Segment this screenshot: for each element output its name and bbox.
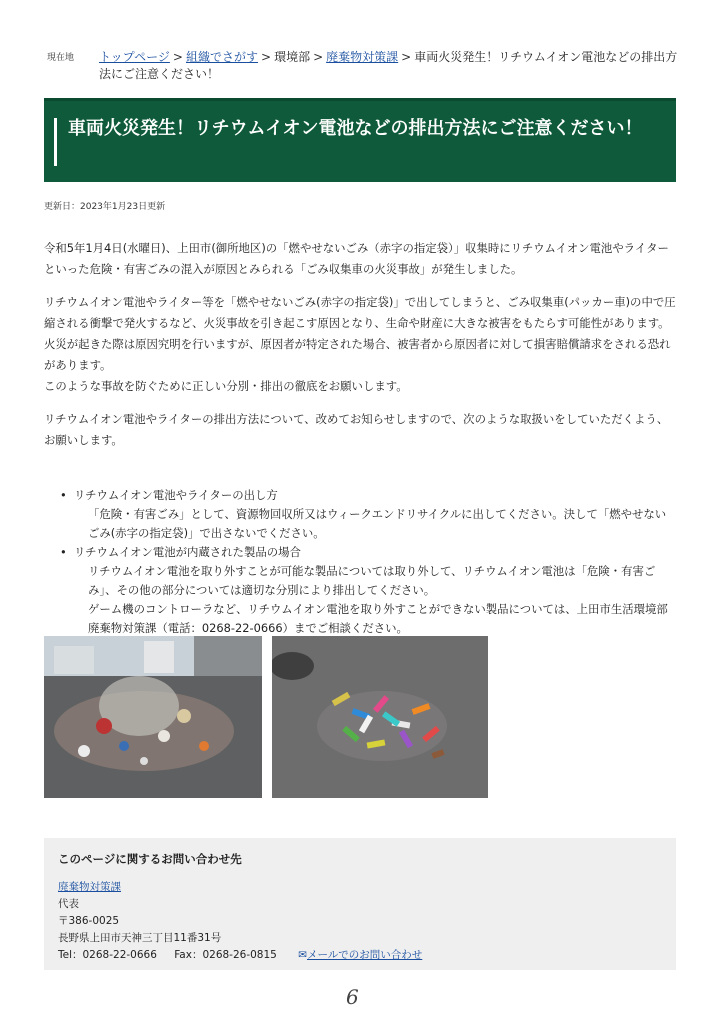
contact-box: [44, 838, 676, 970]
breadcrumb-separator: >: [401, 50, 412, 64]
list-item-text: ゲーム機のコントローラなど、リチウムイオン電池を取り外すことができない製品については、上田市生活環境部廃棄物対策課（電話：0268-22-0666）までご相談ください。: [88, 602, 668, 635]
contact-dept-link[interactable]: 廃棄物対策課: [58, 881, 121, 893]
breadcrumb-item-env: 環境部: [274, 50, 311, 64]
contact-tel: Tel：0268-22-0666: [58, 949, 157, 961]
paragraph-incident: 令和5年1月4日(水曜日)、上田市(御所地区)の「燃やせないごみ（赤字の指定袋）」収集時にリチウムイオン電池やライターといった危険・有害ごみの混入が原因とみられる「ごみ収集車の火災事故」が発生しました。: [44, 241, 669, 276]
breadcrumb: [47, 49, 687, 83]
list-item-heading: リチウムイオン電池が内蔵された製品の場合: [74, 545, 301, 559]
breadcrumb-link-waste[interactable]: 廃棄物対策課: [326, 50, 399, 64]
list-item-text: リチウムイオン電池を取り外すことが可能な製品については取り外して、リチウムイオン電池は「危険・有害ごみ」、その他の部分については適切な分別により排出してください。: [88, 564, 656, 597]
breadcrumb-current: 車両火災発生！リチウムイオン電池などの排出方法にご注意ください！: [99, 50, 678, 81]
contact-title: このページに関するお問い合わせ先: [58, 852, 242, 866]
list-item: [60, 486, 670, 543]
page-title: 車両火災発生！リチウムイオン電池などの排出方法にご注意ください！: [68, 118, 643, 139]
mail-icon: ✉: [298, 949, 307, 961]
breadcrumb-separator: >: [313, 50, 324, 64]
list-item-text: 「危険・有害ごみ」として、資源物回収所又はウィークエンドリサイクルに出してください。決して「燃やせないごみ(赤字の指定袋)」で出さないでください。: [88, 507, 667, 540]
fire-debris-photo: [44, 636, 262, 798]
page-title-banner: [44, 98, 676, 182]
breadcrumb-separator: >: [172, 50, 183, 64]
updated-date: 更新日：2023年1月23日更新: [44, 202, 166, 212]
paragraph-request: このような事故を防ぐために正しい分別・排出の徹底をお願いします。: [44, 379, 408, 393]
breadcrumb-label: 現在地: [47, 53, 75, 63]
paragraph-risk: リチウムイオン電池やライター等を「燃やせないごみ(赤字の指定袋)」で出してしまうと、ごみ収集車(パッカー車)の中で圧縮される衝撃で発火するなど、火災事故を引き起こす原因となり、生命や財産に大きな被害をもたらす可能性があります。: [44, 295, 676, 330]
breadcrumb-trail: [99, 49, 687, 83]
contact-role: 代表: [58, 898, 79, 910]
breadcrumb-link-top[interactable]: トップページ: [99, 50, 170, 64]
disposal-list: [60, 486, 670, 638]
contact-postal: 〒386-0025: [58, 915, 120, 927]
breadcrumb-separator: >: [261, 50, 272, 64]
list-item: [60, 543, 670, 638]
breadcrumb-link-org[interactable]: 組織でさがす: [185, 50, 258, 64]
contact-details: [58, 879, 422, 964]
list-item-heading: リチウムイオン電池やライターの出し方: [74, 488, 278, 502]
paragraph-liability: 火災が起きた際は原因究明を行いますが、原因者が特定された場合、被害者から原因者に対して損害賠償請求をされる恐れがあります。: [44, 337, 671, 372]
lighters-photo: [272, 636, 488, 798]
paragraph-notice: リチウムイオン電池やライターの排出方法について、改めてお知らせしますので、次のような取扱いをしていただくよう、お願いします。: [44, 412, 669, 447]
article-body: [44, 238, 676, 451]
contact-phone-row: [58, 947, 422, 964]
page-number: 6: [346, 985, 359, 1009]
contact-fax: Fax：0268-26-0815: [174, 949, 277, 961]
contact-address: 長野県上田市天神三丁目11番31号: [58, 932, 222, 944]
contact-mail-link[interactable]: メールでのお問い合わせ: [307, 949, 423, 961]
